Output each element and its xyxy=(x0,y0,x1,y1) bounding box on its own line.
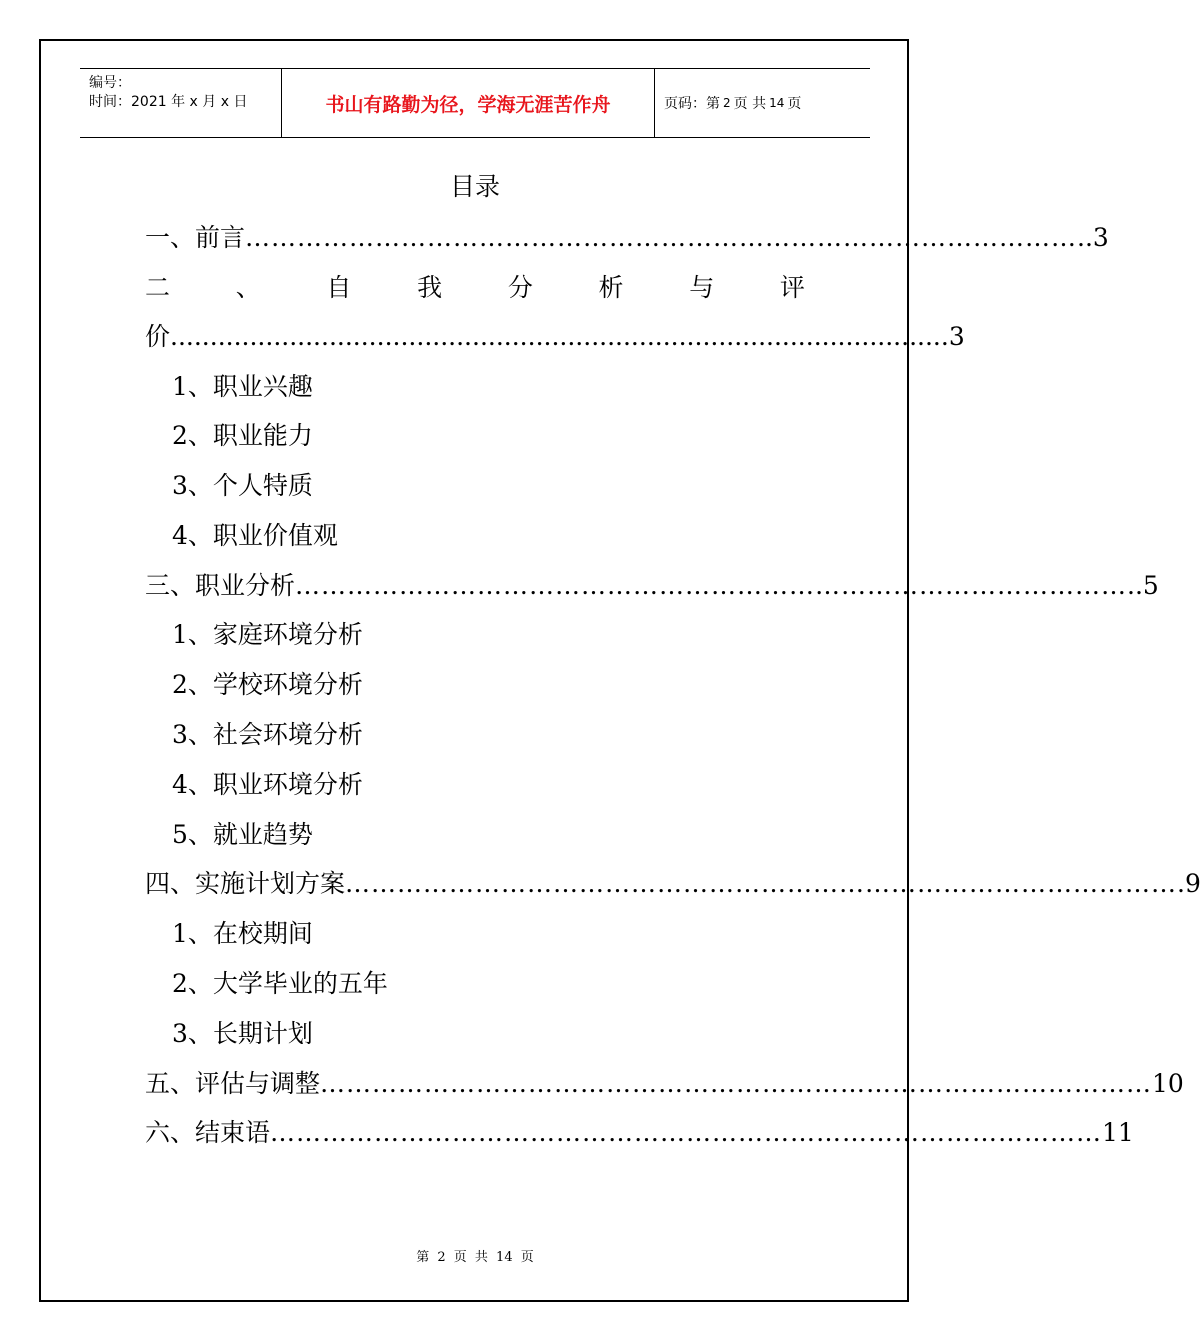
toc-entry-career-analysis[interactable] xyxy=(145,566,1159,602)
code-label: 编号： xyxy=(89,75,131,91)
toc-subentry[interactable]: 2、职业能力 xyxy=(172,421,313,450)
toc-entry-page: .9 xyxy=(1177,869,1201,898)
toc-leader-dots: .................................................................................................. xyxy=(170,322,949,351)
toc-leader-dots: …………………………………………………………………………………… xyxy=(245,223,1078,252)
toc-subentry[interactable]: 2、大学毕业的五年 xyxy=(172,969,388,998)
toc-entry-label: 四、实施计划方案 xyxy=(145,869,346,898)
toc-subentry[interactable]: 1、职业兴趣 xyxy=(172,372,313,401)
toc-char: 、 xyxy=(235,273,261,302)
toc-entry-evaluation[interactable] xyxy=(145,1064,1184,1100)
toc-entry-page: ..5 xyxy=(1127,571,1159,600)
toc-entry-implementation-plan[interactable] xyxy=(145,864,1201,900)
toc-char: 二 xyxy=(145,273,171,302)
page-prefix: 页码：第 xyxy=(664,96,720,112)
toc-entry-page: ..3 xyxy=(1077,223,1109,252)
toc-subentry[interactable]: 4、职业价值观 xyxy=(172,521,338,550)
toc-leader-dots: …………………………………………………………………………………… xyxy=(295,571,1128,600)
header-meta xyxy=(80,69,282,137)
toc-leader-dots: …………………………………………………………………………………… xyxy=(345,869,1178,898)
toc-leader-dots: …………………………………………………………………………………… xyxy=(320,1069,1153,1098)
toc-entry-label: 五、评估与调整 xyxy=(145,1069,321,1098)
toc-entry-self-analysis[interactable] xyxy=(145,268,805,304)
toc-entry-label: 六、结束语 xyxy=(145,1118,271,1147)
toc-entry-page: 11 xyxy=(1102,1118,1134,1147)
page-header xyxy=(80,68,870,138)
toc-subentry[interactable]: 1、在校期间 xyxy=(172,919,313,948)
header-page-number xyxy=(664,69,801,137)
page-current: 2 xyxy=(723,96,731,110)
toc-entry-page: 10 xyxy=(1152,1069,1184,1098)
toc-subentry[interactable]: 4、职业环境分析 xyxy=(172,770,363,799)
toc-leader-dots: …………………………………………………………………………………… xyxy=(270,1118,1103,1147)
toc-entry-label: 一、前言 xyxy=(145,223,246,252)
page-footer: 第 2 页 共 14 页 xyxy=(416,1250,534,1265)
page-mid: 页 共 xyxy=(733,96,767,112)
toc-entry-label: 三、职业分析 xyxy=(145,571,296,600)
toc-entry-preface[interactable] xyxy=(145,218,1109,254)
toc-entry-conclusion[interactable] xyxy=(145,1113,1134,1149)
toc-subentry[interactable]: 3、长期计划 xyxy=(172,1019,313,1048)
toc-char: 与 xyxy=(689,273,715,302)
toc-char: 自 xyxy=(326,273,352,302)
toc-char: 我 xyxy=(417,273,443,302)
toc-title: 目录 xyxy=(449,172,500,201)
toc-subentry[interactable]: 1、家庭环境分析 xyxy=(172,620,363,649)
toc-entry-label: 价 xyxy=(145,322,171,351)
page-suffix: 页 xyxy=(787,96,802,112)
toc-subentry[interactable]: 3、社会环境分析 xyxy=(172,720,363,749)
toc-char: 分 xyxy=(507,273,533,302)
toc-entry-page: 3 xyxy=(948,322,965,351)
toc-subentry[interactable]: 3、个人特质 xyxy=(172,471,313,500)
toc-char: 析 xyxy=(598,273,624,302)
toc-subentry[interactable]: 5、就业趋势 xyxy=(172,820,313,849)
header-motto: 书山有路勤为径，学海无涯苦作舟 xyxy=(282,69,655,137)
time-label: 时间：2021 年 x 月 x 日 xyxy=(89,94,248,110)
toc-entry-self-analysis-cont[interactable] xyxy=(145,317,965,353)
toc-subentry[interactable]: 2、学校环境分析 xyxy=(172,670,363,699)
toc-char: 评 xyxy=(779,273,805,302)
page-total: 14 xyxy=(769,96,785,110)
